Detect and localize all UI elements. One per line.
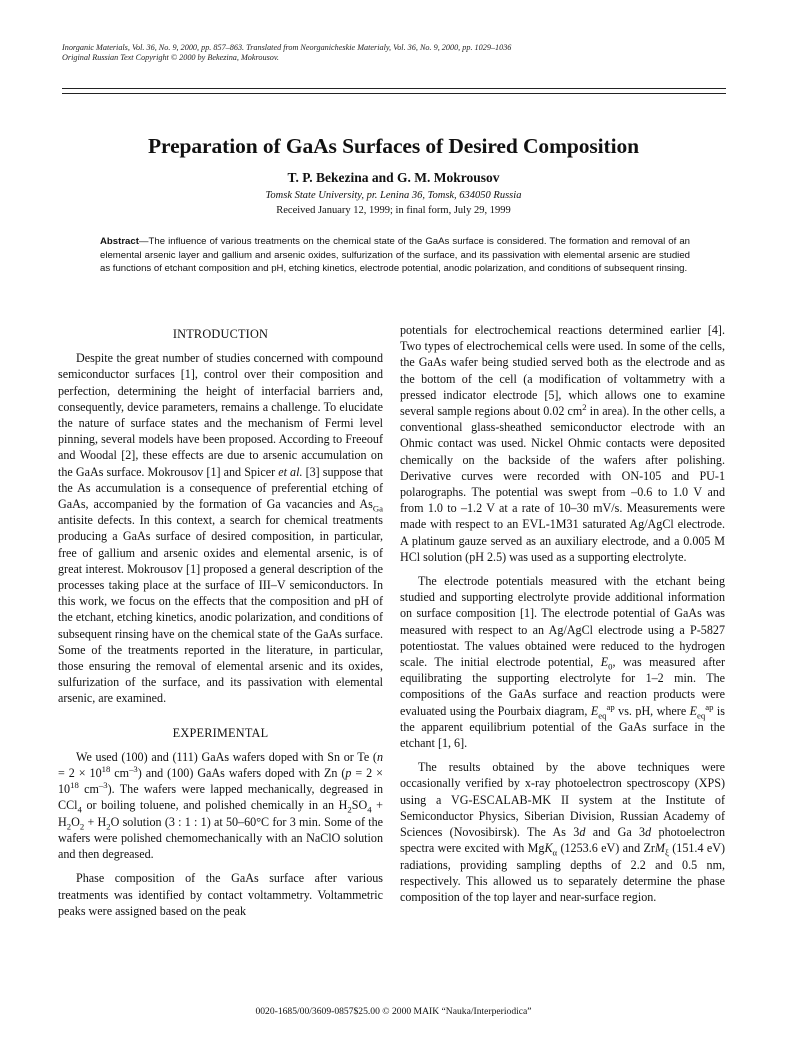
abstract (100, 235, 690, 276)
abstract-label: Abstract (100, 236, 139, 247)
journal-citation: Inorganic Materials, Vol. 36, No. 9, 2000, pp. 857–863. Translated from Neorganicheskie Materialy, Vol. 36, No. 9, 2000, pp. 1029–1036 (62, 43, 512, 52)
page-footer: 0020-1685/00/3609-0857$25.00 © 2000 MAIK “Nauka/Interperiodica” (255, 1006, 532, 1017)
article-title: Preparation of GaAs Surfaces of Desired Composition (148, 134, 639, 158)
experimental-paragraph-1: We used (100) and (111) GaAs wafers doped with Sn or Te ($n = 2 \times 10^{18}$ $cm^{-3}$) and (100) GaAs wafers doped with Zn ($p = 2 \times 10^{18}$ $cm^{-3}$). The wafers were lapped mechanically, degreased in CCl$_4$ or boiling toluene, and polished chemically in an $H_2SO_4 + H_2O_2 + H_2O$ solution (3 : 1 : 1) at 50–60°C for 3 min. Some of the wafers were polished chemomechanically with an NaClO solution and then degreased. (58, 749, 383, 862)
left-column (58, 322, 383, 919)
right-column (400, 322, 725, 905)
header-rule-top (62, 88, 726, 89)
journal-header (62, 43, 702, 63)
intro-paragraph: Despite the great number of studies concerned with compound semiconductor surfaces [1], control over their composition and perfection, determining the height of interfacial barriers and, consequently, device parameters, remains a challenge. To elucidate the nature of surface states and the mechanism of Fermi level pinning, several models have been proposed. According to Freeouf and Woodal [2], these effects are due to arsenic accumulation on the GaAs surface. Mokrousov [1] and Spicer et al. [3] suppose that the As accumulation is a consequence of preferential etching of GaAs, accompanied by the formation of Ga vacancies and $As_{Ga}$ antisite defects. In this context, a search for chemical treatments producing a GaAs surface of desired composition, in particular, free of gallium and arsenic oxides and elemental arsenic, is of great interest. Mokrousov [1] proposed a general description of the processes taking place at the surface of III–V semiconductors. In this work, we focus on the effects that the composition and pH of the etchant, etching kinetics, anodic polarization, and conditions of subsequent rinsing have on the chemical state of the GaAs surface. Some of the treatments reported in the literature, in particular, those ensuring the removal of elemental arsenic and its oxides, sulfurization of the surface, and its passivation with elemental arsenic, are examined. (58, 351, 383, 706)
section-heading-experimental: EXPERIMENTAL (172, 725, 269, 740)
experimental-paragraph-3: The electrode potentials measured with the etchant being studied and supporting electrolyte provide additional information on surface composition [1]. The electrode potential of GaAs was measured with respect to an Ag/AgCl electrode using a P-5827 potentiostat. The values obtained were reduced to the hydrogen scale. The initial electrode potential, $E_0$, was measured after equilibrating the supporting electrolyte for 1–2 min. The compositions of the GaAs surface and reaction products were evaluated using the Pourbaix diagram, $E_{eq}^{ap}$ vs. pH, where $E_{eq}^{ap}$ is the apparent equilibrium potential of the GaAs surface in the etchant [1, 6]. (400, 574, 726, 751)
article-authors: T. P. Bekezina and G. M. Mokrousov (287, 170, 500, 185)
section-heading-introduction: INTRODUCTION (172, 327, 269, 341)
author-affiliation: Tomsk State University, pr. Lenina 36, Tomsk, 634050 Russia (265, 190, 522, 201)
abstract-text: —The influence of various treatments on the chemical state of the GaAs surface is considered. The formation and removal of an elemental arsenic layer and gallium and arsenic oxides, sulfurization of the surface, and its passivation with elemental arsenic are studied as functions of etchant composition and pH, etching kinetics, electrode potential, anodic polarization, and conditions of subsequent rinsing. (100, 236, 690, 275)
received-dates: Received January 12, 1999; in final form, July 29, 1999 (276, 205, 511, 216)
header-rule-bottom (62, 93, 726, 94)
experimental-paragraph-4: The results obtained by the above techniques were occasionally verified by x-ray photoelectron spectroscopy (XPS) using a VG-ESCALAB-MK II system at the Institute of Semiconductor Physics, Siberian Division, Russian Academy of Sciences (Novosibirsk). The As 3d and Ga 3d photoelectron spectra were excited with MgK$_\alpha$ (1253.6 eV) and ZrM$_\xi$ (151.4 eV) radiations, providing sampling depths of 2.2 and 0.5 nm, respectively. This allowed us to separately determine the phase composition of the top layer and near-surface region. (400, 760, 726, 904)
copyright-line: Original Russian Text Copyright © 2000 by Bekezina, Mokrousov. (62, 53, 279, 62)
experimental-paragraph-2-continued: potentials for electrochemical reactions determined earlier [4]. Two types of electrochemical cells were used. In some of the cells, the GaAs wafer being studied served both as the electrode and as the bottom of the cell (a modification of voltammetry with a pressed indicator electrode [5], which allows one to examine several sample regions about 0.02 $cm^2$ in area). In the other cells, a conventional glass-sheathed semiconductor electrode with an Ohmic contact was used. Nickel Ohmic contacts were deposited chemically on the backside of the wafers after polishing. Derivative curves were recorded with ON-105 and PU-1 polarographs. The potential was swept from –0.6 to 1.0 V and from 1.0 to –1.2 V at a rate of 10–30 mV/s. Measurements were made with respect to an EVL-1M31 saturated Ag/AgCl electrode. A platinum gauze served as an auxiliary electrode, and a 0.005 M HCl solution (pH 2.5) was used as a supporting electrolyte. (400, 323, 725, 564)
experimental-paragraph-2: Phase composition of the GaAs surface after various treatments was identified by contact voltammetry. Voltammetric peaks were assigned based on the peak (58, 871, 383, 918)
